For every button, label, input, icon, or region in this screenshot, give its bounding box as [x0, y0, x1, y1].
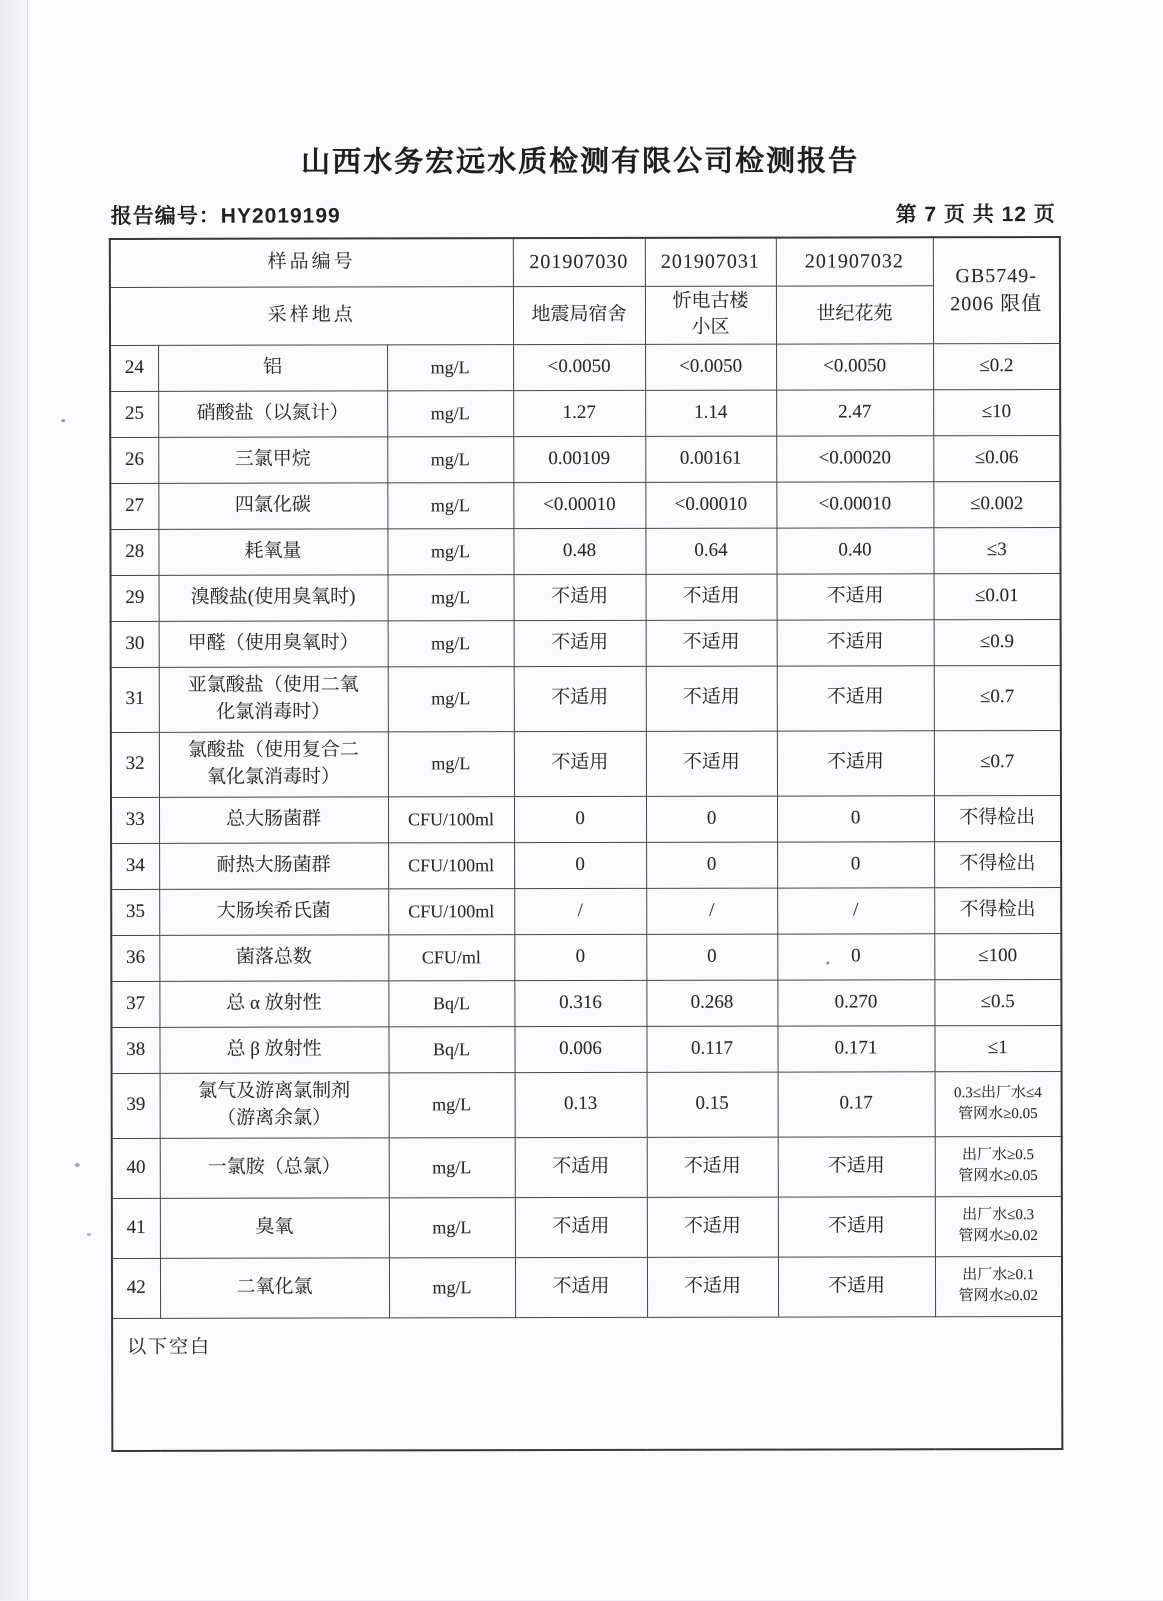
row-number: 42	[112, 1258, 160, 1318]
limit-cell: ≤0.01	[934, 573, 1061, 619]
limit-cell: ≤0.9	[934, 619, 1061, 665]
value-cell: 0.316	[514, 980, 646, 1026]
value-cell: 0	[777, 841, 934, 887]
row-number: 38	[111, 1027, 159, 1073]
limit-cell: ≤0.7	[934, 730, 1061, 795]
value-cell: 不适用	[777, 619, 934, 665]
parameter-name: 三氯甲烷	[158, 437, 387, 483]
unit-cell: CFU/100ml	[388, 796, 514, 842]
unit-cell: CFU/ml	[388, 934, 514, 980]
unit-cell: mg/L	[387, 528, 513, 574]
unit-cell: Bq/L	[388, 980, 514, 1026]
value-cell: <0.0050	[513, 344, 645, 390]
parameter-name: 臭氧	[160, 1198, 389, 1258]
parameter-name: 溴酸盐(使用臭氧时)	[159, 575, 388, 621]
unit-cell: mg/L	[389, 1257, 515, 1317]
value-cell: 0.268	[646, 980, 777, 1026]
table-row	[111, 795, 1061, 843]
limit-cell: 不得检出	[934, 887, 1061, 933]
value-cell: 不适用	[514, 574, 646, 620]
value-cell: 2.47	[776, 389, 933, 435]
parameter-name: 大肠埃希氏菌	[159, 889, 388, 935]
value-cell: 0.117	[646, 1026, 777, 1072]
sample-id-1: 201907030	[513, 238, 645, 286]
row-number: 28	[110, 529, 158, 575]
value-cell: 0	[777, 795, 934, 841]
limit-cell: ≤0.06	[933, 435, 1060, 481]
scan-speck	[61, 419, 65, 422]
value-cell: 0	[777, 933, 934, 979]
sample-id-label: 样品编号	[110, 238, 513, 287]
row-number: 32	[111, 732, 159, 797]
unit-cell: mg/L	[387, 344, 513, 390]
parameter-name: 耐热大肠菌群	[159, 843, 388, 889]
row-number: 33	[111, 797, 159, 843]
value-cell: 0.006	[514, 1026, 646, 1072]
location-2: 忻电古楼 小区	[645, 286, 776, 344]
value-cell: 不适用	[778, 1256, 935, 1316]
page-number-info: 第 7 页 共 12 页	[895, 203, 1056, 227]
limit-cell: ≤100	[934, 933, 1061, 979]
value-cell: 不适用	[777, 573, 934, 619]
value-cell: 不适用	[514, 666, 646, 731]
unit-cell: mg/L	[387, 482, 513, 528]
value-cell: 不适用	[646, 731, 777, 796]
limit-cell: ≤10	[933, 389, 1060, 435]
table-row	[112, 1196, 1062, 1258]
value-cell: /	[646, 888, 777, 934]
row-number: 39	[112, 1073, 160, 1138]
limit-cell: 0.3≤出厂水≤4 管网水≥0.05	[935, 1071, 1062, 1136]
table-row	[112, 1071, 1062, 1138]
table-row	[110, 527, 1060, 575]
parameter-name: 二氧化氯	[160, 1258, 389, 1318]
limit-cell: 出厂水≥0.5 管网水≥0.05	[935, 1136, 1062, 1196]
row-number: 37	[111, 981, 159, 1027]
location-1: 地震局宿舍	[513, 286, 645, 344]
unit-cell: mg/L	[387, 436, 513, 482]
value-cell: 不适用	[777, 665, 934, 730]
report-number: 报告编号：HY2019199	[110, 204, 341, 228]
value-cell: 1.27	[513, 390, 645, 436]
table-row	[111, 665, 1061, 732]
row-number: 35	[111, 889, 159, 935]
limit-cell: 不得检出	[934, 795, 1061, 841]
parameter-name: 总大肠菌群	[159, 797, 388, 843]
header-row-sample-id	[110, 237, 1060, 287]
value-cell: 0.40	[776, 527, 933, 573]
table-row	[111, 887, 1061, 935]
row-number: 25	[110, 391, 158, 437]
value-cell: 0.64	[645, 528, 776, 574]
blank-footer-row	[112, 1316, 1062, 1451]
parameter-name: 四氯化碳	[158, 483, 387, 529]
table-row	[111, 730, 1061, 797]
value-cell: 不适用	[778, 1196, 935, 1256]
value-cell: <0.00020	[776, 435, 933, 481]
value-cell: /	[514, 888, 646, 934]
value-cell: 0	[514, 934, 646, 980]
value-cell: <0.00010	[645, 482, 776, 528]
limit-cell: 出厂水≥0.1 管网水≥0.02	[935, 1256, 1062, 1316]
value-cell: 0	[514, 842, 646, 888]
value-cell: 不适用	[646, 620, 777, 666]
limit-cell: ≤1	[934, 1025, 1061, 1071]
unit-cell: mg/L	[389, 1197, 515, 1257]
water-quality-table	[109, 236, 1064, 1452]
value-cell: 不适用	[647, 1137, 778, 1197]
unit-cell: mg/L	[387, 390, 513, 436]
value-cell: 0.48	[513, 528, 645, 574]
limit-cell: ≤0.5	[934, 979, 1061, 1025]
table-row	[111, 1025, 1061, 1073]
row-number: 36	[111, 935, 159, 981]
value-cell: 不适用	[514, 731, 646, 796]
location-3: 世纪花苑	[776, 285, 933, 344]
unit-cell: Bq/L	[388, 1026, 514, 1072]
parameter-name: 氯酸盐（使用复合二 氧化氯消毒时）	[159, 732, 388, 797]
table-row	[110, 435, 1060, 483]
parameter-name: 耗氧量	[158, 529, 387, 575]
row-number: 29	[111, 575, 159, 621]
row-number: 31	[111, 667, 159, 732]
value-cell: 0.13	[515, 1072, 647, 1137]
value-cell: 0	[646, 842, 777, 888]
value-cell: 不适用	[646, 666, 777, 731]
table-row	[110, 481, 1060, 529]
parameter-name: 亚氯酸盐（使用二氧 化氯消毒时）	[159, 667, 388, 732]
value-cell: 不适用	[514, 620, 646, 666]
value-cell: <0.00010	[513, 482, 645, 528]
unit-cell: mg/L	[389, 1072, 515, 1137]
value-cell: <0.0050	[776, 343, 933, 389]
value-cell: 0.00161	[645, 436, 776, 482]
scan-speck	[87, 1233, 91, 1236]
parameter-name: 总 β 放射性	[159, 1027, 388, 1073]
limit-cell: ≤3	[933, 527, 1060, 573]
header-row-location	[110, 285, 1060, 345]
value-cell: 不适用	[515, 1137, 647, 1197]
table-row	[112, 1256, 1062, 1318]
parameter-name: 一氯胺（总氯）	[160, 1138, 389, 1198]
unit-cell: mg/L	[388, 731, 514, 796]
value-cell: 0.17	[778, 1071, 935, 1136]
unit-cell: mg/L	[388, 620, 514, 666]
parameter-name: 菌落总数	[159, 935, 388, 981]
table-row	[111, 573, 1061, 621]
value-cell: 0	[646, 796, 777, 842]
value-cell: 0.270	[777, 979, 934, 1025]
value-cell: 不适用	[515, 1257, 647, 1317]
value-cell: 不适用	[515, 1197, 647, 1257]
value-cell: 0	[514, 796, 646, 842]
parameter-name: 铝	[158, 345, 387, 391]
value-cell: 不适用	[646, 574, 777, 620]
value-cell: 0.171	[777, 1025, 934, 1071]
value-cell: 不适用	[777, 730, 934, 795]
row-number: 40	[112, 1138, 160, 1198]
value-cell: 0.00109	[513, 436, 645, 482]
value-cell: 1.14	[645, 390, 776, 436]
value-cell: /	[777, 887, 934, 933]
table-row	[111, 979, 1061, 1027]
table-row	[111, 933, 1061, 981]
scan-speck	[75, 1163, 80, 1167]
value-cell: <0.00010	[776, 481, 933, 527]
limit-cell: ≤0.002	[933, 481, 1060, 527]
value-cell: 不适用	[647, 1197, 778, 1257]
limit-cell: 不得检出	[934, 841, 1061, 887]
table-row	[112, 1136, 1062, 1198]
blank-below-note: 以下空白	[112, 1316, 1062, 1451]
value-cell: 不适用	[778, 1136, 935, 1196]
sample-id-3: 201907032	[776, 237, 933, 285]
unit-cell: mg/L	[388, 666, 514, 731]
table-row	[111, 841, 1061, 889]
table-row	[111, 619, 1061, 667]
row-number: 30	[111, 621, 159, 667]
row-number: 26	[110, 437, 158, 483]
table-row	[110, 343, 1060, 391]
limit-cell: ≤0.7	[934, 665, 1061, 730]
parameter-name: 甲醛（使用臭氧时）	[159, 621, 388, 667]
parameter-name: 总 α 放射性	[159, 981, 388, 1027]
unit-cell: mg/L	[388, 574, 514, 620]
parameter-name: 硝酸盐（以氮计）	[158, 391, 387, 437]
value-cell: 0	[646, 934, 777, 980]
unit-cell: CFU/100ml	[388, 888, 514, 934]
limit-cell: ≤0.2	[933, 343, 1060, 389]
page-title: 山西水务宏远水质检测有限公司检测报告	[301, 145, 860, 179]
row-number: 41	[112, 1198, 160, 1258]
value-cell: <0.0050	[645, 344, 776, 390]
unit-cell: CFU/100ml	[388, 842, 514, 888]
row-number: 24	[110, 345, 158, 391]
row-number: 34	[111, 843, 159, 889]
unit-cell: mg/L	[389, 1137, 515, 1197]
limit-standard-header: GB5749- 2006 限值	[933, 237, 1060, 343]
location-label: 采样地点	[110, 286, 513, 345]
limit-cell: 出厂水≤0.3 管网水≥0.02	[935, 1196, 1062, 1256]
parameter-name: 氯气及游离氯制剂 （游离余氯）	[160, 1073, 389, 1138]
value-cell: 不适用	[647, 1257, 778, 1317]
table-row	[110, 389, 1060, 437]
sample-id-2: 201907031	[645, 238, 776, 286]
row-number: 27	[110, 483, 158, 529]
value-cell: 0.15	[647, 1072, 778, 1137]
scan-speck	[826, 961, 829, 964]
